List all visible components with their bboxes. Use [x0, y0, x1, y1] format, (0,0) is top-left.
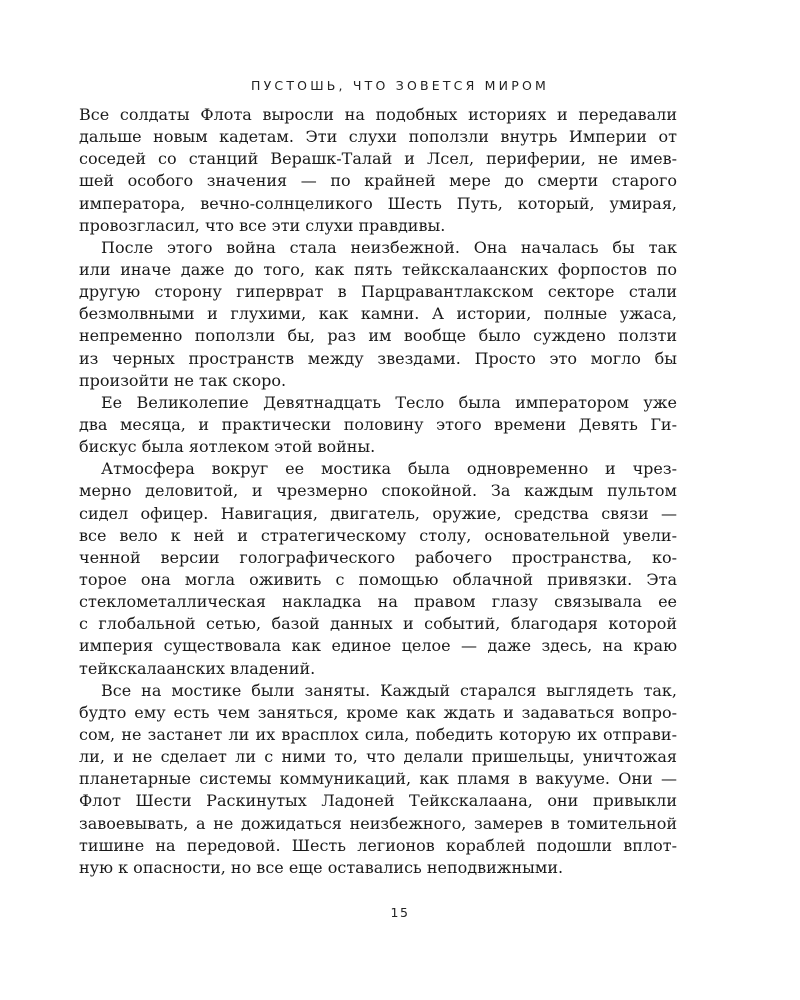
text-line: стеклометаллическая накладка на правом глазу связывала ее — [79, 592, 677, 612]
text-line: Ее Великолепие Девятнадцать Тесло была императором уже — [101, 392, 677, 412]
text-line: Атмосфера вокруг ее мостика была одновременно и чрез- — [101, 459, 677, 479]
text-line: безмолвными и глухими, как камни. А истории, полные ужаса, — [79, 304, 677, 324]
text-line: непременно поползли бы, раз им вообще было суждено ползти — [79, 326, 677, 346]
text-line: все вело к ней и стратегическому столу, основательной увели- — [79, 525, 677, 545]
text-line: сидел офицер. Навигация, двигатель, оружие, средства связи — — [79, 503, 677, 523]
text-line: ченной версии голографического рабочего пространства, ко- — [79, 547, 677, 567]
text-line: дальше новым кадетам. Эти слухи поползли внутрь Империи от — [79, 127, 677, 147]
text-line: тейкскалаанских владений. — [79, 658, 316, 678]
running-head: ПУСТОШЬ, ЧТО ЗОВЕТСЯ МИРОМ — [251, 78, 549, 93]
body-text — [79, 104, 677, 879]
text-line: соседей со станций Верашк-Талай и Лсел, периферии, не имев- — [79, 149, 677, 169]
text-line: После этого война стала неизбежной. Она началась бы так — [101, 237, 677, 257]
text-line: тишине на передовой. Шесть легионов кораблей подошли вплот- — [79, 835, 677, 855]
text-line: другую сторону гиперврат в Парцравантлакском секторе стали — [79, 282, 677, 302]
text-line: Флот Шести Раскинутых Ладоней Тейкскалаана, они привыкли — [79, 791, 677, 811]
paragraph — [79, 237, 677, 392]
paragraph — [79, 392, 677, 458]
text-line: планетарные системы коммуникаций, как пламя в вакууме. Они — — [79, 769, 677, 789]
text-line: будто ему есть чем заняться, кроме как ждать и задаваться вопро- — [79, 702, 677, 722]
text-line: два месяца, и практически половину этого времени Девять Ги- — [79, 414, 677, 434]
text-line: Все солдаты Флота выросли на подобных историях и передавали — [79, 105, 677, 124]
paragraph — [79, 458, 677, 679]
text-line: бискус была яотлеком этой войны. — [79, 437, 376, 457]
paragraph — [79, 104, 677, 237]
text-line: провозгласил, что все эти слухи правдивы. — [79, 215, 446, 235]
text-line: мерно деловитой, и чрезмерно спокойной. За каждым пультом — [79, 481, 677, 501]
text-line: ли, и не сделает ли с ними то, что делали пришельцы, уничтожая — [79, 747, 677, 767]
page-number: 15 — [390, 905, 410, 920]
text-line: произойти не так скоро. — [79, 370, 287, 390]
text-line: шей особого значения — по крайней мере до смерти старого — [79, 171, 677, 191]
text-line: завоевывать, а не дожидаться неизбежного, замерев в томительной — [79, 813, 677, 833]
text-line: Все на мостике были заняты. Каждый старался выглядеть так, — [101, 680, 677, 700]
text-line: или иначе даже до того, как пять тейкскалаанских форпостов по — [79, 259, 677, 279]
text-line: с глобальной сетью, базой данных и событий, благодаря которой — [79, 614, 677, 634]
paragraph — [79, 680, 677, 879]
text-line: торое она могла оживить с помощью облачной привязки. Эта — [79, 569, 677, 589]
text-line: ную к опасности, но все еще оставались неподвижными. — [79, 857, 564, 877]
text-line: императора, вечно-солнцеликого Шесть Путь, который, умирая, — [79, 193, 677, 213]
text-line: из черных пространств между звездами. Просто это могло бы — [79, 348, 677, 368]
text-line: сом, не застанет ли их врасплох сила, победить которую их отправи- — [79, 724, 677, 744]
text-line: империя существовала как единое целое — даже здесь, на краю — [79, 636, 677, 656]
